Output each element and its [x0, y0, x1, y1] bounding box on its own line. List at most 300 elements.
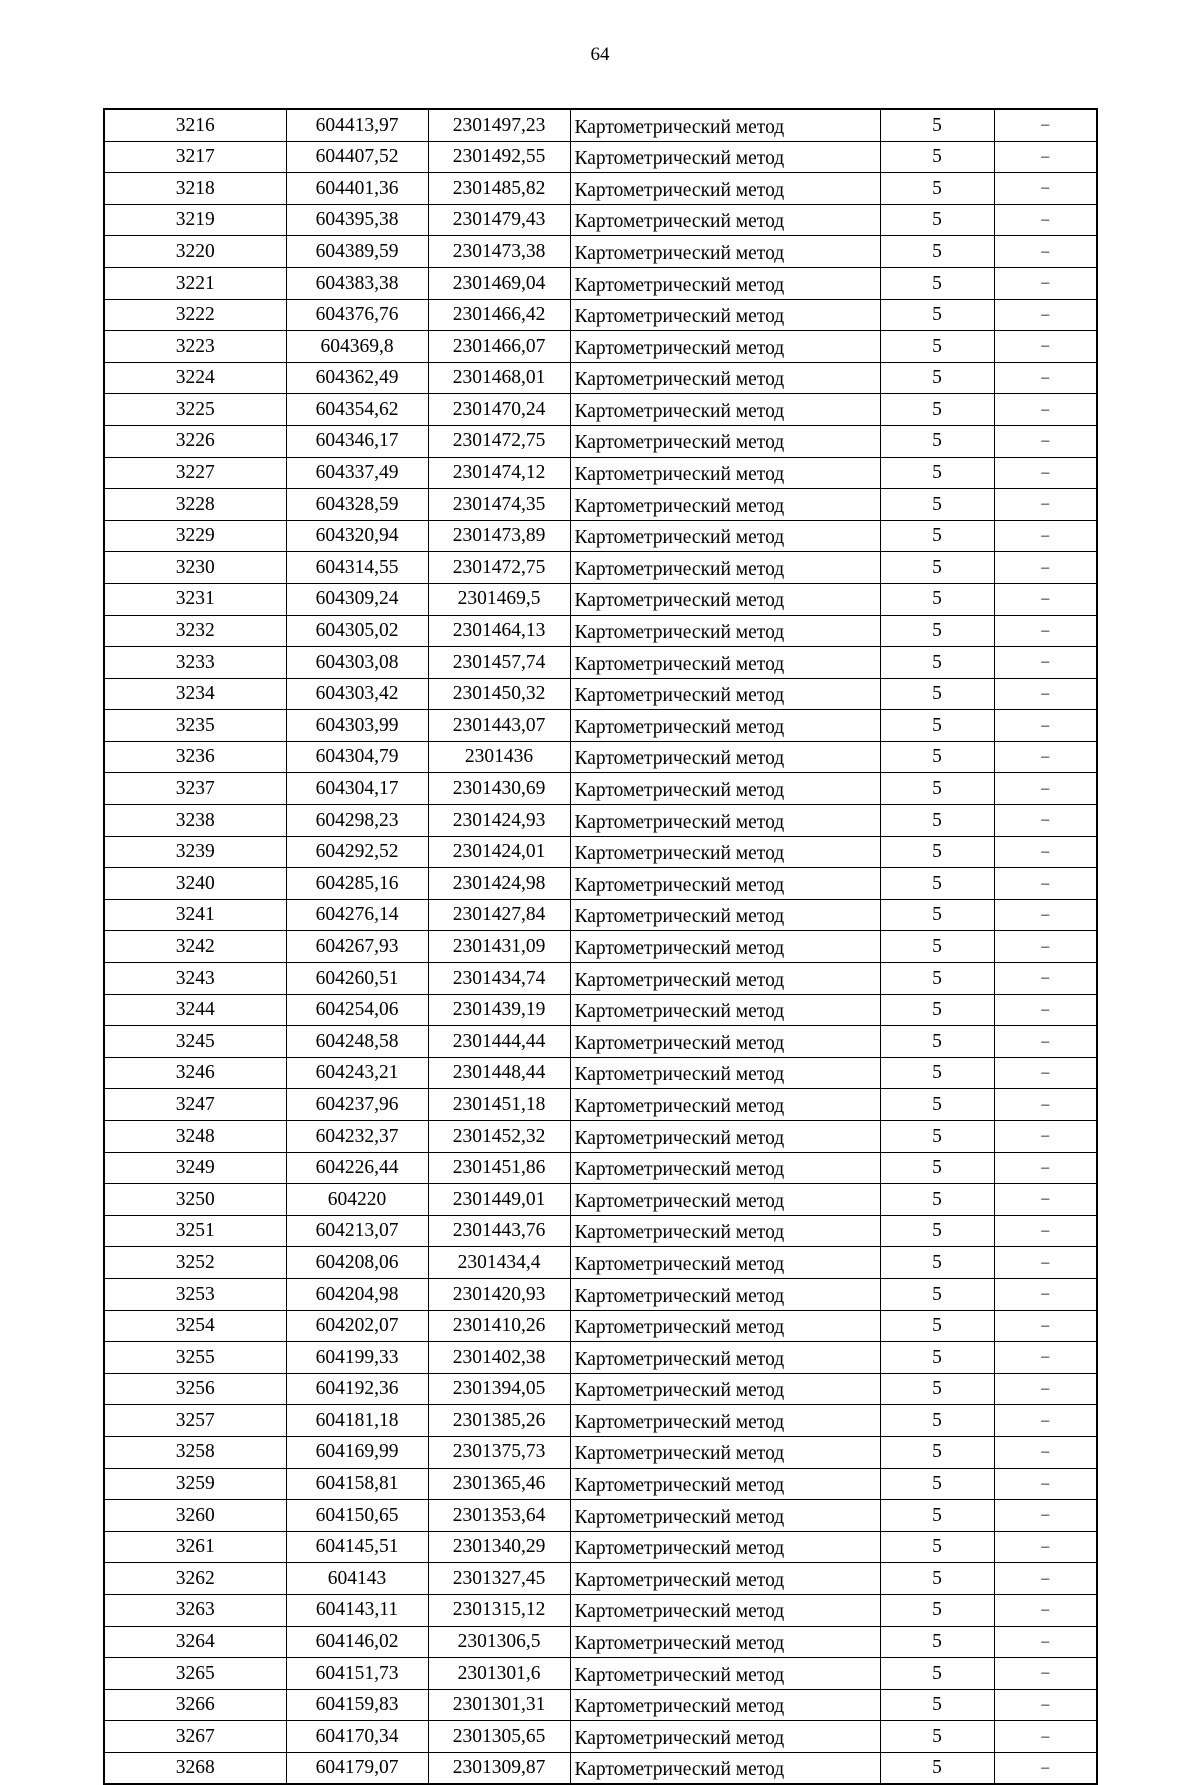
note-cell: –: [994, 1247, 1097, 1279]
method-cell: Картометрический метод: [570, 963, 880, 995]
accuracy-cell: 5: [880, 1247, 994, 1279]
x-coordinate-cell: 604237,96: [286, 1089, 428, 1121]
point-number-cell: 3247: [104, 1089, 286, 1121]
point-number-cell: 3252: [104, 1247, 286, 1279]
x-coordinate-cell: 604337,49: [286, 457, 428, 489]
accuracy-cell: 5: [880, 141, 994, 173]
note-cell: –: [994, 931, 1097, 963]
x-coordinate-cell: 604146,02: [286, 1626, 428, 1658]
method-cell: Картометрический метод: [570, 1658, 880, 1690]
method-cell: Картометрический метод: [570, 1342, 880, 1374]
x-coordinate-cell: 604243,21: [286, 1057, 428, 1089]
x-coordinate-cell: 604346,17: [286, 425, 428, 457]
y-coordinate-cell: 2301402,38: [428, 1342, 570, 1374]
note-cell: –: [994, 773, 1097, 805]
point-number-cell: 3227: [104, 457, 286, 489]
note-cell: –: [994, 425, 1097, 457]
point-number-cell: 3240: [104, 868, 286, 900]
accuracy-cell: 5: [880, 489, 994, 521]
x-coordinate-cell: 604407,52: [286, 141, 428, 173]
y-coordinate-cell: 2301485,82: [428, 173, 570, 205]
note-cell: –: [994, 710, 1097, 742]
note-cell: –: [994, 1626, 1097, 1658]
accuracy-cell: 5: [880, 394, 994, 426]
point-number-cell: 3231: [104, 583, 286, 615]
method-cell: Картометрический метод: [570, 394, 880, 426]
note-cell: –: [994, 899, 1097, 931]
table-row: [104, 1247, 1097, 1279]
table-row: [104, 1278, 1097, 1310]
x-coordinate-cell: 604150,65: [286, 1500, 428, 1532]
point-number-cell: 3256: [104, 1373, 286, 1405]
table-row: [104, 899, 1097, 931]
x-coordinate-cell: 604204,98: [286, 1278, 428, 1310]
coordinates-table-body: [104, 109, 1097, 1784]
note-cell: –: [994, 583, 1097, 615]
method-cell: Картометрический метод: [570, 1468, 880, 1500]
point-number-cell: 3232: [104, 615, 286, 647]
method-cell: Картометрический метод: [570, 236, 880, 268]
table-row: [104, 204, 1097, 236]
method-cell: Картометрический метод: [570, 1626, 880, 1658]
note-cell: –: [994, 204, 1097, 236]
method-cell: Картометрический метод: [570, 868, 880, 900]
point-number-cell: 3268: [104, 1752, 286, 1784]
accuracy-cell: 5: [880, 1436, 994, 1468]
point-number-cell: 3261: [104, 1531, 286, 1563]
y-coordinate-cell: 2301434,4: [428, 1247, 570, 1279]
point-number-cell: 3249: [104, 1152, 286, 1184]
note-cell: –: [994, 1658, 1097, 1690]
accuracy-cell: 5: [880, 299, 994, 331]
point-number-cell: 3238: [104, 805, 286, 837]
coordinates-table: [103, 108, 1098, 1785]
x-coordinate-cell: 604303,42: [286, 678, 428, 710]
note-cell: –: [994, 1721, 1097, 1753]
method-cell: Картометрический метод: [570, 520, 880, 552]
table-row: [104, 1531, 1097, 1563]
accuracy-cell: 5: [880, 710, 994, 742]
note-cell: –: [994, 741, 1097, 773]
table-row: [104, 1089, 1097, 1121]
table-row: [104, 1184, 1097, 1216]
accuracy-cell: 5: [880, 1500, 994, 1532]
method-cell: Картометрический метод: [570, 1752, 880, 1784]
table-row: [104, 489, 1097, 521]
point-number-cell: 3259: [104, 1468, 286, 1500]
note-cell: –: [994, 457, 1097, 489]
table-row: [104, 1373, 1097, 1405]
method-cell: Картометрический метод: [570, 267, 880, 299]
method-cell: Картометрический метод: [570, 994, 880, 1026]
table-row: [104, 1057, 1097, 1089]
y-coordinate-cell: 2301451,86: [428, 1152, 570, 1184]
x-coordinate-cell: 604305,02: [286, 615, 428, 647]
y-coordinate-cell: 2301394,05: [428, 1373, 570, 1405]
accuracy-cell: 5: [880, 520, 994, 552]
table-row: [104, 394, 1097, 426]
method-cell: Картометрический метод: [570, 109, 880, 141]
note-cell: –: [994, 1436, 1097, 1468]
note-cell: –: [994, 552, 1097, 584]
table-row: [104, 1436, 1097, 1468]
y-coordinate-cell: 2301306,5: [428, 1626, 570, 1658]
y-coordinate-cell: 2301424,01: [428, 836, 570, 868]
accuracy-cell: 5: [880, 1184, 994, 1216]
table-row: [104, 1752, 1097, 1784]
point-number-cell: 3257: [104, 1405, 286, 1437]
accuracy-cell: 5: [880, 1057, 994, 1089]
accuracy-cell: 5: [880, 931, 994, 963]
point-number-cell: 3217: [104, 141, 286, 173]
y-coordinate-cell: 2301427,84: [428, 899, 570, 931]
accuracy-cell: 5: [880, 1405, 994, 1437]
note-cell: –: [994, 1089, 1097, 1121]
x-coordinate-cell: 604292,52: [286, 836, 428, 868]
method-cell: Картометрический метод: [570, 204, 880, 236]
x-coordinate-cell: 604208,06: [286, 1247, 428, 1279]
accuracy-cell: 5: [880, 805, 994, 837]
note-cell: –: [994, 267, 1097, 299]
y-coordinate-cell: 2301474,35: [428, 489, 570, 521]
x-coordinate-cell: 604303,99: [286, 710, 428, 742]
point-number-cell: 3229: [104, 520, 286, 552]
y-coordinate-cell: 2301472,75: [428, 425, 570, 457]
x-coordinate-cell: 604143,11: [286, 1594, 428, 1626]
method-cell: Картометрический метод: [570, 773, 880, 805]
table-row: [104, 1594, 1097, 1626]
y-coordinate-cell: 2301473,89: [428, 520, 570, 552]
table-row: [104, 1626, 1097, 1658]
x-coordinate-cell: 604395,38: [286, 204, 428, 236]
y-coordinate-cell: 2301479,43: [428, 204, 570, 236]
table-row: [104, 1721, 1097, 1753]
x-coordinate-cell: 604304,79: [286, 741, 428, 773]
accuracy-cell: 5: [880, 583, 994, 615]
method-cell: Картометрический метод: [570, 741, 880, 773]
point-number-cell: 3224: [104, 362, 286, 394]
accuracy-cell: 5: [880, 899, 994, 931]
method-cell: Картометрический метод: [570, 141, 880, 173]
x-coordinate-cell: 604169,99: [286, 1436, 428, 1468]
point-number-cell: 3266: [104, 1689, 286, 1721]
x-coordinate-cell: 604181,18: [286, 1405, 428, 1437]
point-number-cell: 3230: [104, 552, 286, 584]
accuracy-cell: 5: [880, 1752, 994, 1784]
note-cell: –: [994, 489, 1097, 521]
note-cell: –: [994, 1152, 1097, 1184]
method-cell: Картометрический метод: [570, 1152, 880, 1184]
y-coordinate-cell: 2301468,01: [428, 362, 570, 394]
y-coordinate-cell: 2301375,73: [428, 1436, 570, 1468]
note-cell: –: [994, 1215, 1097, 1247]
method-cell: Картометрический метод: [570, 710, 880, 742]
method-cell: Картометрический метод: [570, 1563, 880, 1595]
accuracy-cell: 5: [880, 741, 994, 773]
accuracy-cell: 5: [880, 1594, 994, 1626]
x-coordinate-cell: 604320,94: [286, 520, 428, 552]
x-coordinate-cell: 604298,23: [286, 805, 428, 837]
accuracy-cell: 5: [880, 836, 994, 868]
note-cell: –: [994, 836, 1097, 868]
table-row: [104, 931, 1097, 963]
table-row: [104, 678, 1097, 710]
note-cell: –: [994, 299, 1097, 331]
x-coordinate-cell: 604376,76: [286, 299, 428, 331]
table-row: [104, 773, 1097, 805]
point-number-cell: 3218: [104, 173, 286, 205]
y-coordinate-cell: 2301466,42: [428, 299, 570, 331]
table-row: [104, 805, 1097, 837]
method-cell: Картометрический метод: [570, 1594, 880, 1626]
method-cell: Картометрический метод: [570, 836, 880, 868]
y-coordinate-cell: 2301340,29: [428, 1531, 570, 1563]
point-number-cell: 3246: [104, 1057, 286, 1089]
note-cell: –: [994, 1563, 1097, 1595]
y-coordinate-cell: 2301443,76: [428, 1215, 570, 1247]
x-coordinate-cell: 604145,51: [286, 1531, 428, 1563]
accuracy-cell: 5: [880, 457, 994, 489]
x-coordinate-cell: 604220: [286, 1184, 428, 1216]
table-row: [104, 552, 1097, 584]
table-row: [104, 1310, 1097, 1342]
y-coordinate-cell: 2301451,18: [428, 1089, 570, 1121]
table-row: [104, 520, 1097, 552]
table-row: [104, 868, 1097, 900]
method-cell: Картометрический метод: [570, 425, 880, 457]
table-row: [104, 615, 1097, 647]
x-coordinate-cell: 604170,34: [286, 1721, 428, 1753]
x-coordinate-cell: 604213,07: [286, 1215, 428, 1247]
y-coordinate-cell: 2301434,74: [428, 963, 570, 995]
table-row: [104, 331, 1097, 363]
method-cell: Картометрический метод: [570, 1278, 880, 1310]
x-coordinate-cell: 604413,97: [286, 109, 428, 141]
point-number-cell: 3254: [104, 1310, 286, 1342]
y-coordinate-cell: 2301448,44: [428, 1057, 570, 1089]
y-coordinate-cell: 2301439,19: [428, 994, 570, 1026]
method-cell: Картометрический метод: [570, 457, 880, 489]
note-cell: –: [994, 994, 1097, 1026]
x-coordinate-cell: 604285,16: [286, 868, 428, 900]
y-coordinate-cell: 2301450,32: [428, 678, 570, 710]
method-cell: Картометрический метод: [570, 1721, 880, 1753]
note-cell: –: [994, 1121, 1097, 1153]
point-number-cell: 3223: [104, 331, 286, 363]
method-cell: Картометрический метод: [570, 331, 880, 363]
point-number-cell: 3219: [104, 204, 286, 236]
page-number: 64: [590, 44, 610, 65]
point-number-cell: 3242: [104, 931, 286, 963]
accuracy-cell: 5: [880, 678, 994, 710]
table-row: [104, 1500, 1097, 1532]
y-coordinate-cell: 2301436: [428, 741, 570, 773]
y-coordinate-cell: 2301466,07: [428, 331, 570, 363]
method-cell: Картометрический метод: [570, 1689, 880, 1721]
x-coordinate-cell: 604401,36: [286, 173, 428, 205]
y-coordinate-cell: 2301497,23: [428, 109, 570, 141]
y-coordinate-cell: 2301473,38: [428, 236, 570, 268]
point-number-cell: 3267: [104, 1721, 286, 1753]
accuracy-cell: 5: [880, 1468, 994, 1500]
x-coordinate-cell: 604179,07: [286, 1752, 428, 1784]
x-coordinate-cell: 604254,06: [286, 994, 428, 1026]
note-cell: –: [994, 362, 1097, 394]
point-number-cell: 3253: [104, 1278, 286, 1310]
x-coordinate-cell: 604389,59: [286, 236, 428, 268]
point-number-cell: 3241: [104, 899, 286, 931]
x-coordinate-cell: 604276,14: [286, 899, 428, 931]
y-coordinate-cell: 2301452,32: [428, 1121, 570, 1153]
method-cell: Картометрический метод: [570, 1373, 880, 1405]
y-coordinate-cell: 2301470,24: [428, 394, 570, 426]
x-coordinate-cell: 604202,07: [286, 1310, 428, 1342]
accuracy-cell: 5: [880, 236, 994, 268]
y-coordinate-cell: 2301385,26: [428, 1405, 570, 1437]
table-row: [104, 299, 1097, 331]
table-row: [104, 741, 1097, 773]
method-cell: Картометрический метод: [570, 899, 880, 931]
method-cell: Картометрический метод: [570, 1531, 880, 1563]
table-row: [104, 1563, 1097, 1595]
accuracy-cell: 5: [880, 1531, 994, 1563]
table-row: [104, 994, 1097, 1026]
y-coordinate-cell: 2301444,44: [428, 1026, 570, 1058]
table-row: [104, 1468, 1097, 1500]
table-row: [104, 1121, 1097, 1153]
table-row: [104, 1215, 1097, 1247]
point-number-cell: 3245: [104, 1026, 286, 1058]
accuracy-cell: 5: [880, 773, 994, 805]
table-row: [104, 1689, 1097, 1721]
table-row: [104, 1405, 1097, 1437]
accuracy-cell: 5: [880, 647, 994, 679]
table-row: [104, 836, 1097, 868]
method-cell: Картометрический метод: [570, 1405, 880, 1437]
method-cell: Картометрический метод: [570, 299, 880, 331]
x-coordinate-cell: 604159,83: [286, 1689, 428, 1721]
y-coordinate-cell: 2301301,6: [428, 1658, 570, 1690]
y-coordinate-cell: 2301469,5: [428, 583, 570, 615]
y-coordinate-cell: 2301464,13: [428, 615, 570, 647]
method-cell: Картометрический метод: [570, 678, 880, 710]
y-coordinate-cell: 2301431,09: [428, 931, 570, 963]
accuracy-cell: 5: [880, 173, 994, 205]
y-coordinate-cell: 2301430,69: [428, 773, 570, 805]
accuracy-cell: 5: [880, 1089, 994, 1121]
y-coordinate-cell: 2301474,12: [428, 457, 570, 489]
note-cell: –: [994, 394, 1097, 426]
x-coordinate-cell: 604143: [286, 1563, 428, 1595]
point-number-cell: 3234: [104, 678, 286, 710]
table-row: [104, 109, 1097, 141]
y-coordinate-cell: 2301420,93: [428, 1278, 570, 1310]
note-cell: –: [994, 868, 1097, 900]
point-number-cell: 3265: [104, 1658, 286, 1690]
accuracy-cell: 5: [880, 1721, 994, 1753]
note-cell: –: [994, 1531, 1097, 1563]
accuracy-cell: 5: [880, 1152, 994, 1184]
x-coordinate-cell: 604267,93: [286, 931, 428, 963]
y-coordinate-cell: 2301472,75: [428, 552, 570, 584]
y-coordinate-cell: 2301457,74: [428, 647, 570, 679]
y-coordinate-cell: 2301309,87: [428, 1752, 570, 1784]
x-coordinate-cell: 604199,33: [286, 1342, 428, 1374]
method-cell: Картометрический метод: [570, 362, 880, 394]
method-cell: Картометрический метод: [570, 1247, 880, 1279]
note-cell: –: [994, 1184, 1097, 1216]
note-cell: –: [994, 805, 1097, 837]
x-coordinate-cell: 604260,51: [286, 963, 428, 995]
point-number-cell: 3244: [104, 994, 286, 1026]
note-cell: –: [994, 615, 1097, 647]
table-row: [104, 236, 1097, 268]
accuracy-cell: 5: [880, 1626, 994, 1658]
note-cell: –: [994, 236, 1097, 268]
point-number-cell: 3221: [104, 267, 286, 299]
x-coordinate-cell: 604151,73: [286, 1658, 428, 1690]
method-cell: Картометрический метод: [570, 1500, 880, 1532]
y-coordinate-cell: 2301315,12: [428, 1594, 570, 1626]
y-coordinate-cell: 2301365,46: [428, 1468, 570, 1500]
table-row: [104, 267, 1097, 299]
point-number-cell: 3262: [104, 1563, 286, 1595]
method-cell: Картометрический метод: [570, 1026, 880, 1058]
table-row: [104, 362, 1097, 394]
table-row: [104, 647, 1097, 679]
method-cell: Картометрический метод: [570, 1215, 880, 1247]
accuracy-cell: 5: [880, 963, 994, 995]
y-coordinate-cell: 2301410,26: [428, 1310, 570, 1342]
method-cell: Картометрический метод: [570, 615, 880, 647]
x-coordinate-cell: 604248,58: [286, 1026, 428, 1058]
note-cell: –: [994, 109, 1097, 141]
accuracy-cell: 5: [880, 868, 994, 900]
table-row: [104, 457, 1097, 489]
table-row: [104, 1342, 1097, 1374]
method-cell: Картометрический метод: [570, 173, 880, 205]
accuracy-cell: 5: [880, 1563, 994, 1595]
accuracy-cell: 5: [880, 109, 994, 141]
y-coordinate-cell: 2301305,65: [428, 1721, 570, 1753]
point-number-cell: 3258: [104, 1436, 286, 1468]
note-cell: –: [994, 1310, 1097, 1342]
point-number-cell: 3235: [104, 710, 286, 742]
x-coordinate-cell: 604314,55: [286, 552, 428, 584]
x-coordinate-cell: 604226,44: [286, 1152, 428, 1184]
y-coordinate-cell: 2301424,93: [428, 805, 570, 837]
accuracy-cell: 5: [880, 615, 994, 647]
point-number-cell: 3260: [104, 1500, 286, 1532]
y-coordinate-cell: 2301449,01: [428, 1184, 570, 1216]
x-coordinate-cell: 604192,36: [286, 1373, 428, 1405]
table-row: [104, 1658, 1097, 1690]
accuracy-cell: 5: [880, 1121, 994, 1153]
accuracy-cell: 5: [880, 362, 994, 394]
point-number-cell: 3236: [104, 741, 286, 773]
accuracy-cell: 5: [880, 267, 994, 299]
y-coordinate-cell: 2301443,07: [428, 710, 570, 742]
table-row: [104, 710, 1097, 742]
point-number-cell: 3243: [104, 963, 286, 995]
x-coordinate-cell: 604354,62: [286, 394, 428, 426]
note-cell: –: [994, 647, 1097, 679]
point-number-cell: 3220: [104, 236, 286, 268]
y-coordinate-cell: 2301327,45: [428, 1563, 570, 1595]
point-number-cell: 3222: [104, 299, 286, 331]
note-cell: –: [994, 141, 1097, 173]
accuracy-cell: 5: [880, 425, 994, 457]
